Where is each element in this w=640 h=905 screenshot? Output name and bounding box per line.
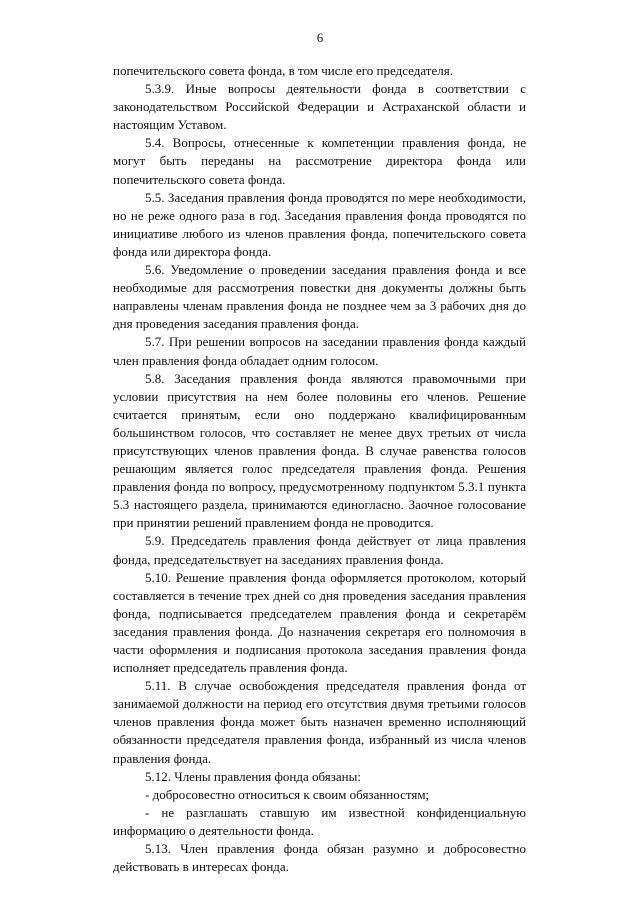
paragraph-5-7: 5.7. При решении вопросов на заседании правления фонда каждый член правления фонда обладает одним голосом. <box>113 334 526 368</box>
paragraph-5-9: 5.9. Председатель правления фонда действует от лица правления фонда, председательствует на заседаниях правления фонда. <box>113 533 526 567</box>
paragraph-5-3-9: 5.3.9. Иные вопросы деятельности фонда в соответствии с законодательством Российской Федерации и Астраханской области и настоящим Уставом. <box>113 81 526 133</box>
document-body <box>113 62 526 876</box>
paragraph-5-8: 5.8. Заседания правления фонда являются правомочными при условии присутствия на нем более половины его членов. Решение считается принятым, если оно поддержано квалифицированным большинством голосов, что составляет не менее двух третьих от числа присутствующих членов правления фонда. В случае равенства голосов решающим является голос председателя правления фонда. Решения правления фонда по вопросу, предусмотренному подпунктом 5.3.1 пункта 5.3 настоящего раздела, принимаются единогласно. Заочное голосование при принятии решений правлением фонда не проводится. <box>113 370 526 531</box>
paragraph-5-10: 5.10. Решение правления фонда оформляется протоколом, который составляется в течение трех дней со дня проведения заседания правления фонда, подписывается председателем правления фонда и секретарём заседания правления фонда. До назначения секретаря его полномочия в части оформления и подписания протокола заседания правления фонда исполняет председатель правления фонда. <box>113 569 526 676</box>
paragraph-continuation: попечительского совета фонда, в том числе его председателя. <box>113 63 453 78</box>
list-item-duty-2: - не разглашать ставшую им известной конфиденциальную информацию о деятельности фонда. <box>113 804 526 838</box>
paragraph-5-12: 5.12. Члены правления фонда обязаны: <box>145 768 361 784</box>
paragraph-5-11: 5.11. В случае освобождения председателя правления фонда от занимаемой должности на период его отсутствия двумя третьими голосов членов правления фонда может быть назначен временно исполняющий обязанности председателя правления фонда, избранный из числа членов правления фонда. <box>113 678 526 766</box>
paragraph-5-4: 5.4. Вопросы, отнесенные к компетенции правления фонда, не могут быть переданы на рассмотрение директора фонда или попечительского совета фонда. <box>113 135 526 187</box>
paragraph-5-5: 5.5. Заседания правления фонда проводятся по мере необходимости, но не реже одного раза в год. Заседания правления фонда проводятся по инициативе любого из членов правления фонда, попечительского совета фонда или директора фонда. <box>113 189 526 259</box>
page-number: 6 <box>316 30 324 45</box>
list-item-duty-1: - добросовестно относиться к своим обязанностям; <box>145 786 430 802</box>
paragraph-5-13: 5.13. Член правления фонда обязан разумно и добросовестно действовать в интересах фонда. <box>113 841 526 875</box>
paragraph-5-6: 5.6. Уведомление о проведении заседания правления фонда и все необходимые для рассмотрения повестки дня документы должны быть направлены членам правления фонда не позднее чем за 3 рабочих дня до дня проведения заседания правления фонда. <box>113 262 526 332</box>
